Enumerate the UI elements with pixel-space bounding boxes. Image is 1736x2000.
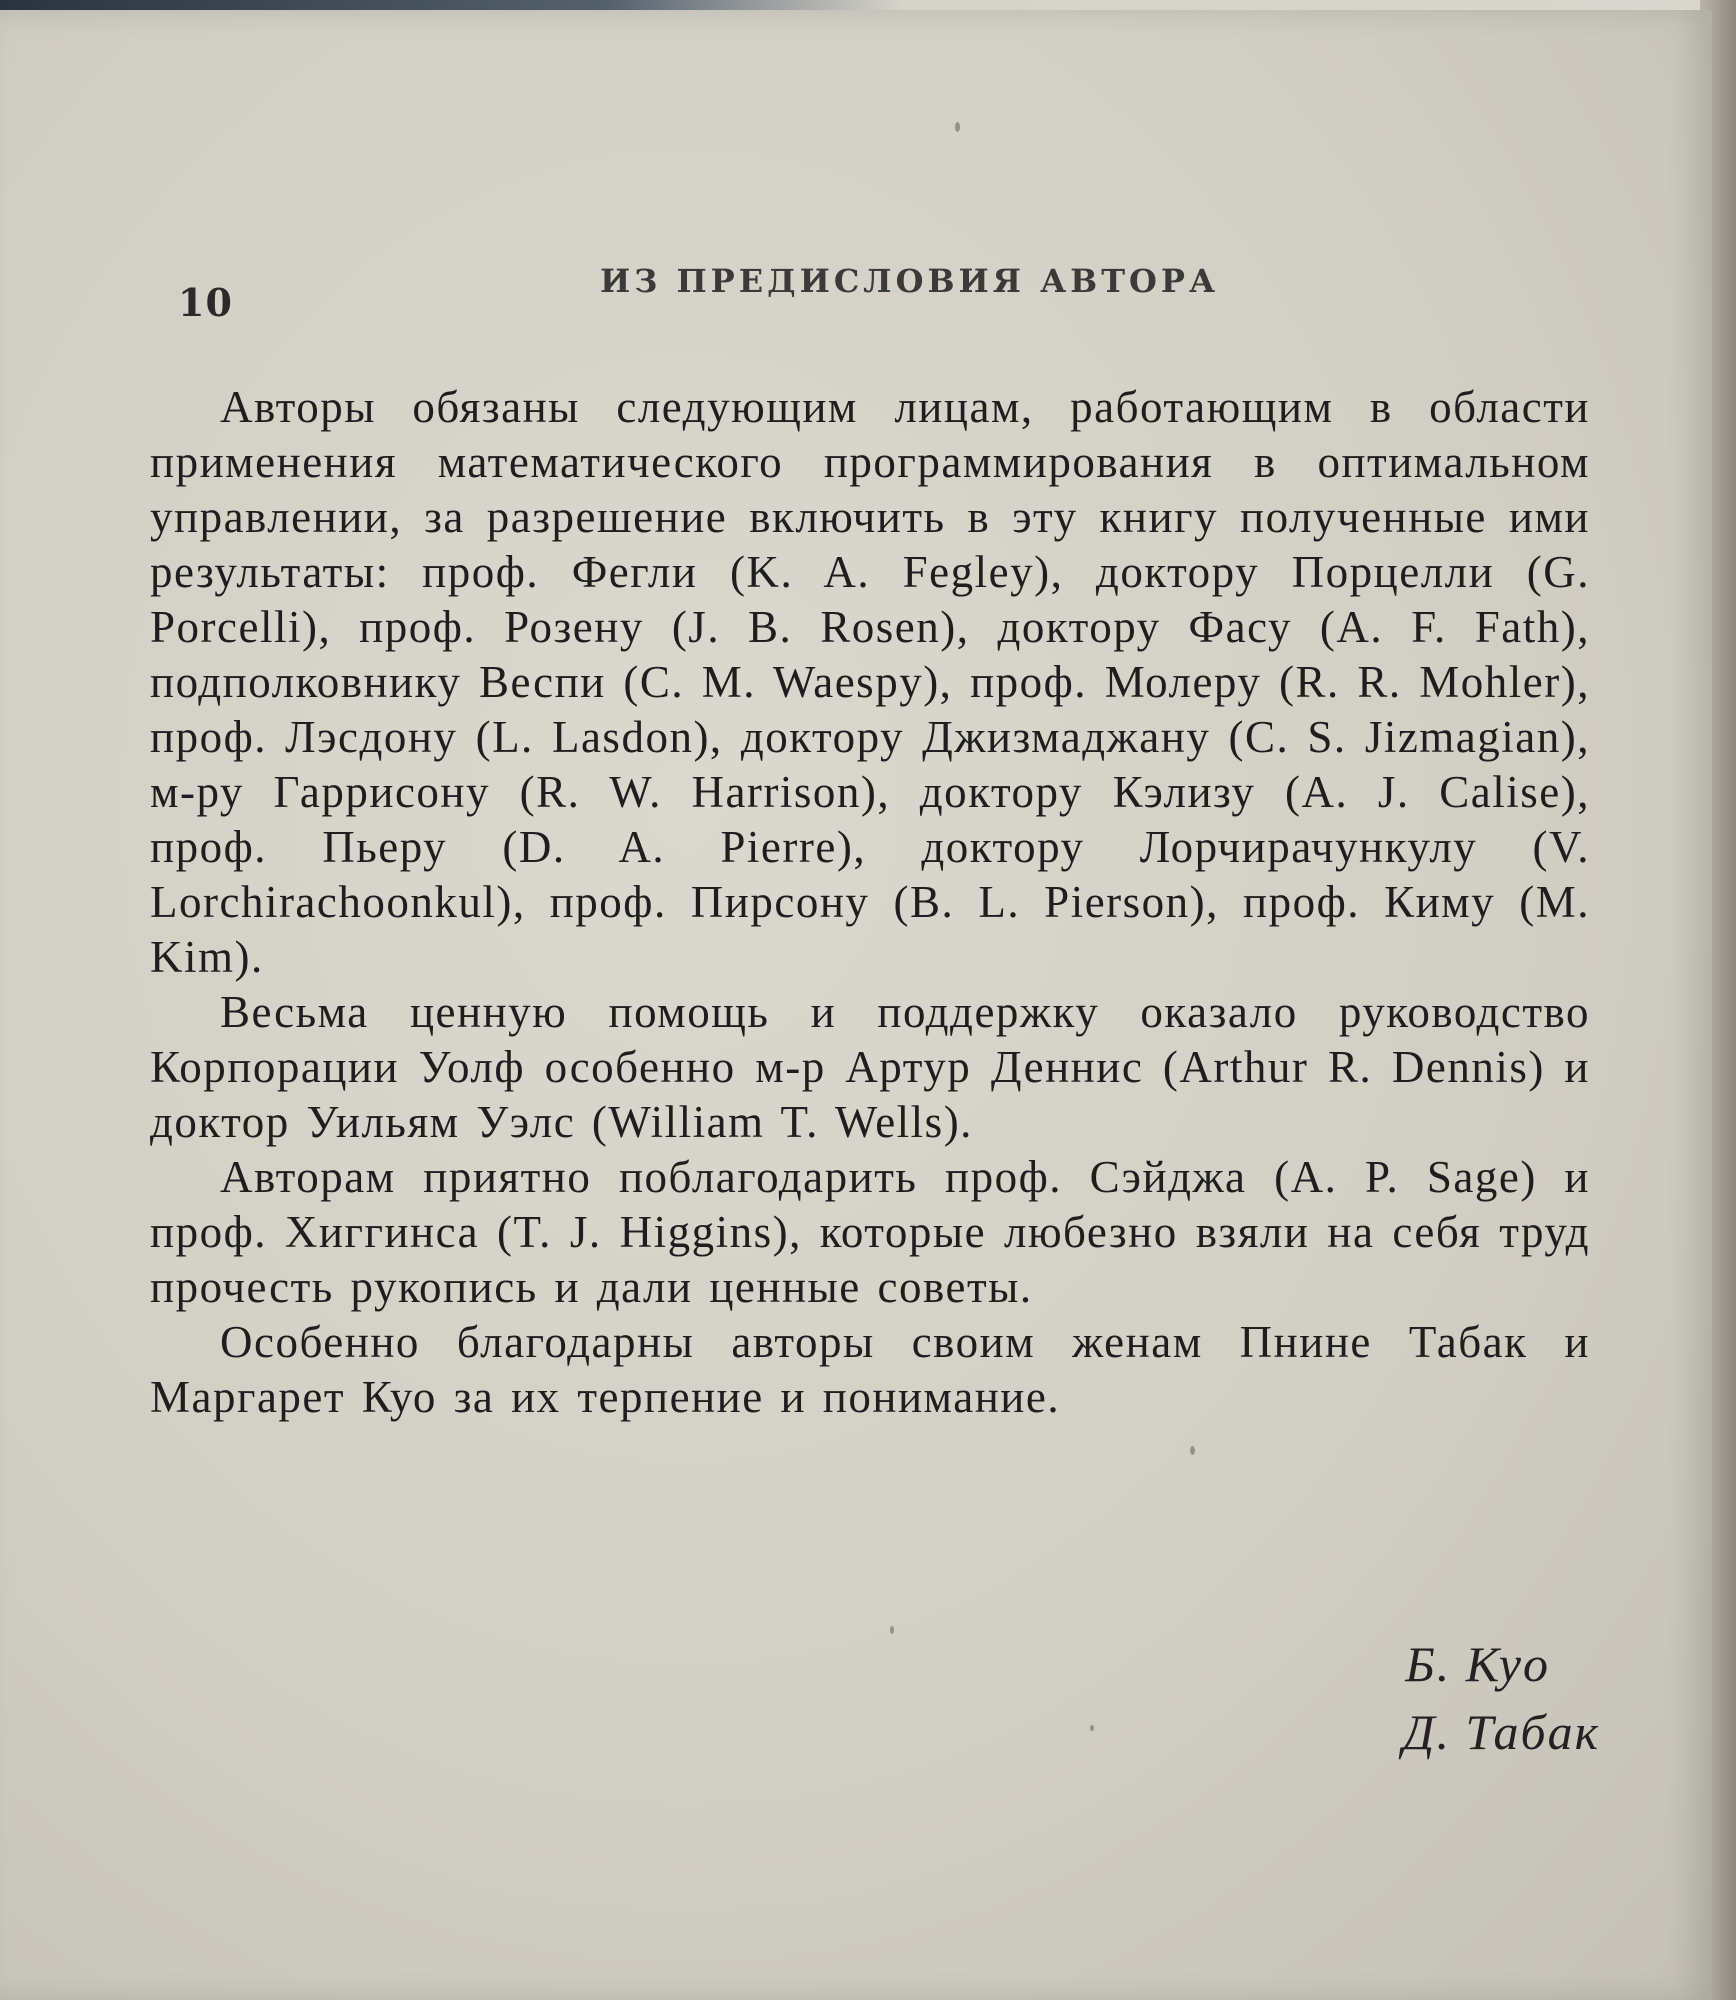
paper-speck (890, 1626, 894, 1634)
book-page (0, 10, 1712, 2000)
signature-author-1: Б. Куо (1405, 1636, 1550, 1692)
paragraph-acknowledgements: Авторы обязаны следующим лицам, работающим в области применения математического программирования в оптимальном управлении, за разрешение включить в эту книгу полученные ими результаты: проф. Фегли (K. A. Fegley), доктору Порцелли (G. Porcelli), проф. Розену (J. B. Rosen), доктору Фасу (A. F. Fath), подполковнику Веспи (C. M. Waespy), проф. Молеру (R. R. Mohler), проф. Лэсдону (L. Lasdon), доктору Джизмаджану (C. S. Jizmagian), м-ру Гаррисону (R. W. Harrison), доктору Кэлизу (A. J. Calise), проф. Пьеру (D. A. Pierre), доктору Лорчирачункулу (V. Lorchirachoonkul), проф. Пирсону (B. L. Pierson), проф. Киму (M. Kim). (150, 382, 1590, 982)
paper-speck (955, 122, 960, 132)
paragraph-wives: Особенно благодарны авторы своим женам Пнине Табак и Маргарет Куо за их терпение и понимание. (150, 1317, 1590, 1422)
signature-author-2: Д. Табак (1402, 1704, 1600, 1760)
section-title: ИЗ ПРЕДИСЛОВИЯ АВТОРА (600, 262, 1220, 300)
author-signature (1200, 1630, 1600, 1766)
paragraph-reviewers: Авторам приятно поблагодарить проф. Сэйджа (A. P. Sage) и проф. Хиггинса (T. J. Higgins), которые любезно взяли на себя труд прочесть рукопись и дали ценные советы. (150, 1152, 1590, 1312)
page-number: 10 (178, 280, 233, 325)
paper-speck (1190, 1446, 1195, 1455)
paper-speck (1090, 1725, 1094, 1731)
paragraph-corporation: Весьма ценную помощь и поддержку оказало руководство Корпорации Уолф особенно м-р Артур Деннис (Arthur R. Dennis) и доктор Уильям Уэлс (William T. Wells). (150, 987, 1590, 1147)
body-text (150, 380, 1590, 1425)
